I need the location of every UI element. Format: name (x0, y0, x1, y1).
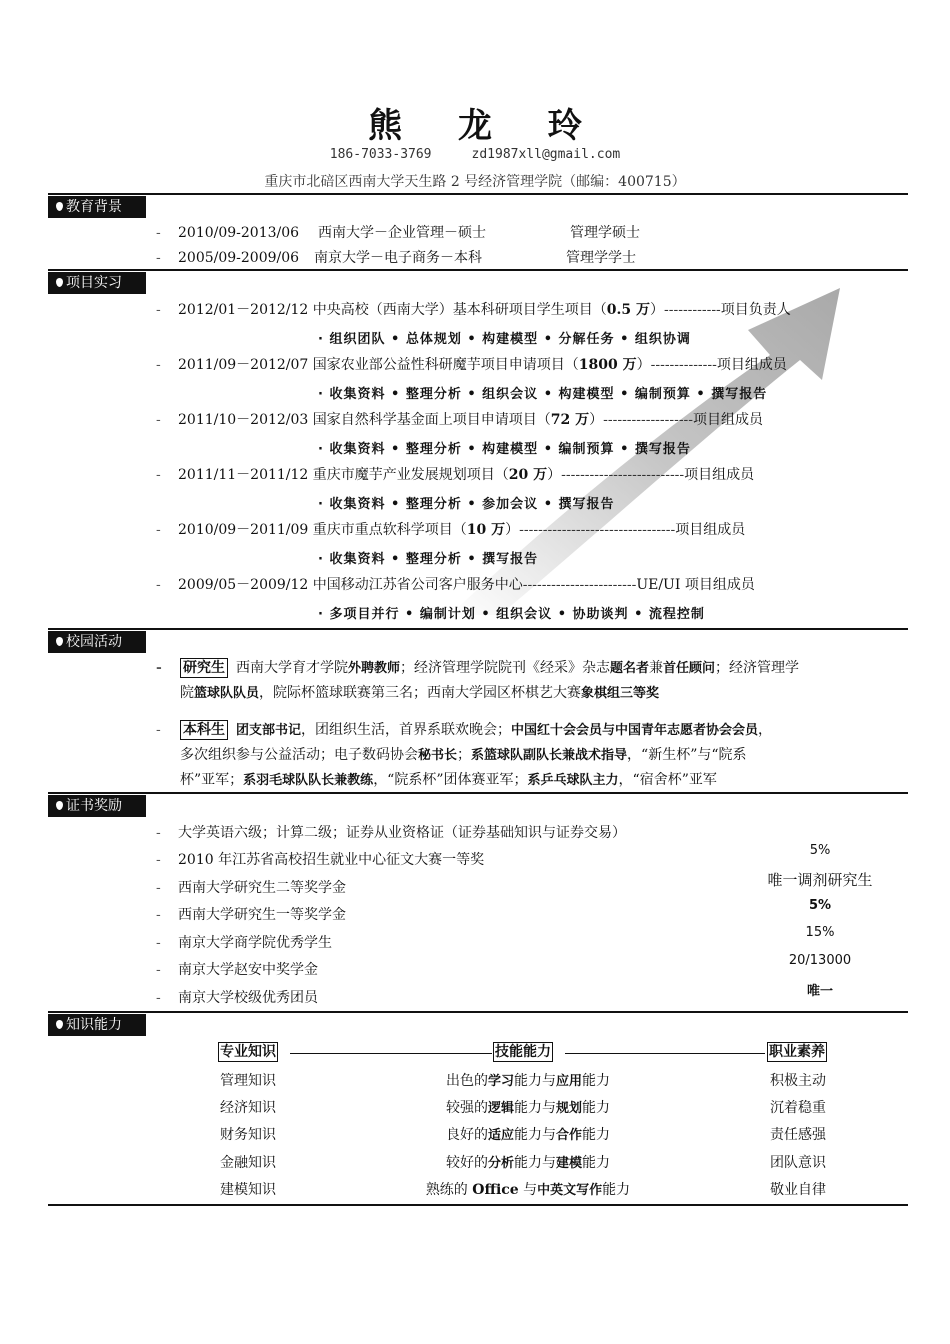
skills-header-abilities: 技能能力 (495, 1044, 551, 1060)
drop-icon (56, 1020, 63, 1029)
quality-item: 敬业自律 (770, 1182, 826, 1198)
undergraduate-tag: 本科生 (180, 720, 228, 740)
knowledge-item: 建模知识 (220, 1182, 276, 1198)
project-row: - 2010/09－2011/09 重庆市重点软科学项目（10 万）---------------------------------项目组成员 (156, 522, 746, 538)
section-label-projects: 项目实习 (48, 272, 146, 294)
resume-name: 熊 龙 玲 (368, 106, 604, 146)
section-label-awards: 证书奖励 (48, 795, 146, 817)
award-row: - 西南大学研究生二等奖学金 (156, 880, 346, 896)
section-divider (48, 628, 908, 630)
section-label-campus: 校园活动 (48, 631, 146, 653)
campus-undergraduate: - 本科生 团支部书记，团组织生活，首界系联欢晚会；中国红十会会员与中国青年志愿者协会会员， 多次组织参与公益活动；电子数码协会秘书长；系篮球队副队长兼战术指导，“新生杯”与“院系 杯”亚军；系羽毛球队队长兼教练，“院系杯”团体赛亚军；系乒乓球队主力，“宿舍杯”亚军 (156, 722, 773, 788)
award-row: - 西南大学研究生一等奖学金 (156, 907, 346, 923)
education-row: - 2010/09-2013/06 西南大学－企业管理－硕士 管理学硕士 (156, 225, 640, 241)
drop-icon (56, 637, 63, 646)
project-tasks: · 收集资料 • 整理分析 • 构建模型 • 编制预算 • 撰写报告 (318, 442, 691, 457)
ability-item: 较好的分析能力与建模能力 (445, 1155, 611, 1171)
email-address: zd1987xll@gmail.com (471, 147, 621, 162)
award-value: 唯一调剂研究生 (767, 871, 873, 889)
quality-item: 积极主动 (770, 1073, 826, 1089)
contact-line (0, 147, 950, 162)
knowledge-item: 经济知识 (220, 1100, 276, 1116)
ability-item: 良好的适应能力与合作能力 (445, 1127, 611, 1143)
knowledge-item: 金融知识 (220, 1155, 276, 1171)
award-value: 5% (808, 898, 832, 913)
section-divider (48, 1204, 908, 1206)
award-value: 15% (805, 925, 835, 940)
section-divider (48, 1011, 908, 1013)
skills-header-qualities: 职业素养 (769, 1044, 825, 1060)
award-value: 唯一 (806, 984, 833, 999)
drop-icon (56, 801, 63, 810)
drop-icon (56, 202, 63, 211)
project-row: - 2009/05－2009/12 中国移动江苏省公司客户服务中心------------------------UE/UI 项目组成员 (156, 577, 755, 593)
quality-item: 沉着稳重 (770, 1100, 826, 1116)
section-label-education: 教育背景 (48, 196, 146, 218)
postal-address: 重庆市北碚区西南大学天生路 2 号经济管理学院（邮编：400715） (264, 174, 686, 190)
ability-item: 熟练的 Office 与中英文写作能力 (425, 1182, 631, 1198)
project-tasks: · 收集资料 • 整理分析 • 撰写报告 (318, 552, 539, 567)
section-divider (48, 193, 908, 195)
drop-icon (56, 278, 63, 287)
project-row: - 2012/01－2012/12 中央高校（西南大学）基本科研项目学生项目（0.5 万）------------项目负责人 (156, 302, 791, 318)
ability-item: 出色的学习能力与应用能力 (445, 1073, 611, 1089)
knowledge-item: 管理知识 (220, 1073, 276, 1089)
education-row: - 2005/09-2009/06 南京大学－电子商务－本科 管理学学士 (156, 250, 636, 266)
award-row: - 2010 年江苏省高校招生就业中心征文大赛一等奖 (156, 852, 485, 868)
section-divider (48, 269, 908, 271)
project-row: - 2011/09－2012/07 国家农业部公益性科研魔芋项目申请项目（1800 万）--------------项目组成员 (156, 357, 787, 373)
header-connector-line (290, 1053, 492, 1054)
project-tasks: · 收集资料 • 整理分析 • 参加会议 • 撰写报告 (318, 497, 615, 512)
section-label-skills: 知识能力 (48, 1014, 146, 1036)
award-row: - 南京大学赵安中奖学金 (156, 962, 318, 978)
quality-item: 责任感强 (770, 1127, 826, 1143)
award-row: - 南京大学商学院优秀学生 (156, 935, 332, 951)
graduate-tag: 研究生 (180, 658, 228, 678)
skills-header-knowledge: 专业知识 (220, 1044, 276, 1060)
phone-number: 186-7033-3769 (329, 147, 432, 162)
award-row: - 大学英语六级；计算二级；证券从业资格证（证券基础知识与证券交易） (156, 825, 626, 841)
knowledge-item: 财务知识 (220, 1127, 276, 1143)
award-value: 20/13000 (788, 953, 852, 968)
quality-item: 团队意识 (770, 1155, 826, 1171)
project-tasks: · 组织团队 • 总体规划 • 构建模型 • 分解任务 • 组织协调 (318, 332, 691, 347)
header-connector-line (565, 1053, 765, 1054)
project-row: - 2011/10－2012/03 国家自然科学基金面上项目申请项目（72 万）-------------------项目组成员 (156, 412, 764, 428)
project-tasks: · 收集资料 • 整理分析 • 组织会议 • 构建模型 • 编制预算 • 撰写报告 (318, 387, 768, 402)
ability-item: 较强的逻辑能力与规划能力 (445, 1100, 611, 1116)
project-row: - 2011/11－2011/12 重庆市魔芋产业发展规划项目（20 万）--------------------------项目组成员 (156, 467, 755, 483)
award-value: 5% (809, 843, 831, 858)
campus-graduate: - 研究生 西南大学育才学院外聘教师；经济管理学院院刊《经采》杂志题名者兼首任顾问；经济管理学 院篮球队队员，院际杯篮球联赛第三名；西南大学园区杯棋艺大赛象棋组三等奖 (156, 660, 800, 701)
project-tasks: · 多项目并行 • 编制计划 • 组织会议 • 协助谈判 • 流程控制 (318, 607, 705, 622)
award-row: - 南京大学校级优秀团员 (156, 990, 318, 1006)
